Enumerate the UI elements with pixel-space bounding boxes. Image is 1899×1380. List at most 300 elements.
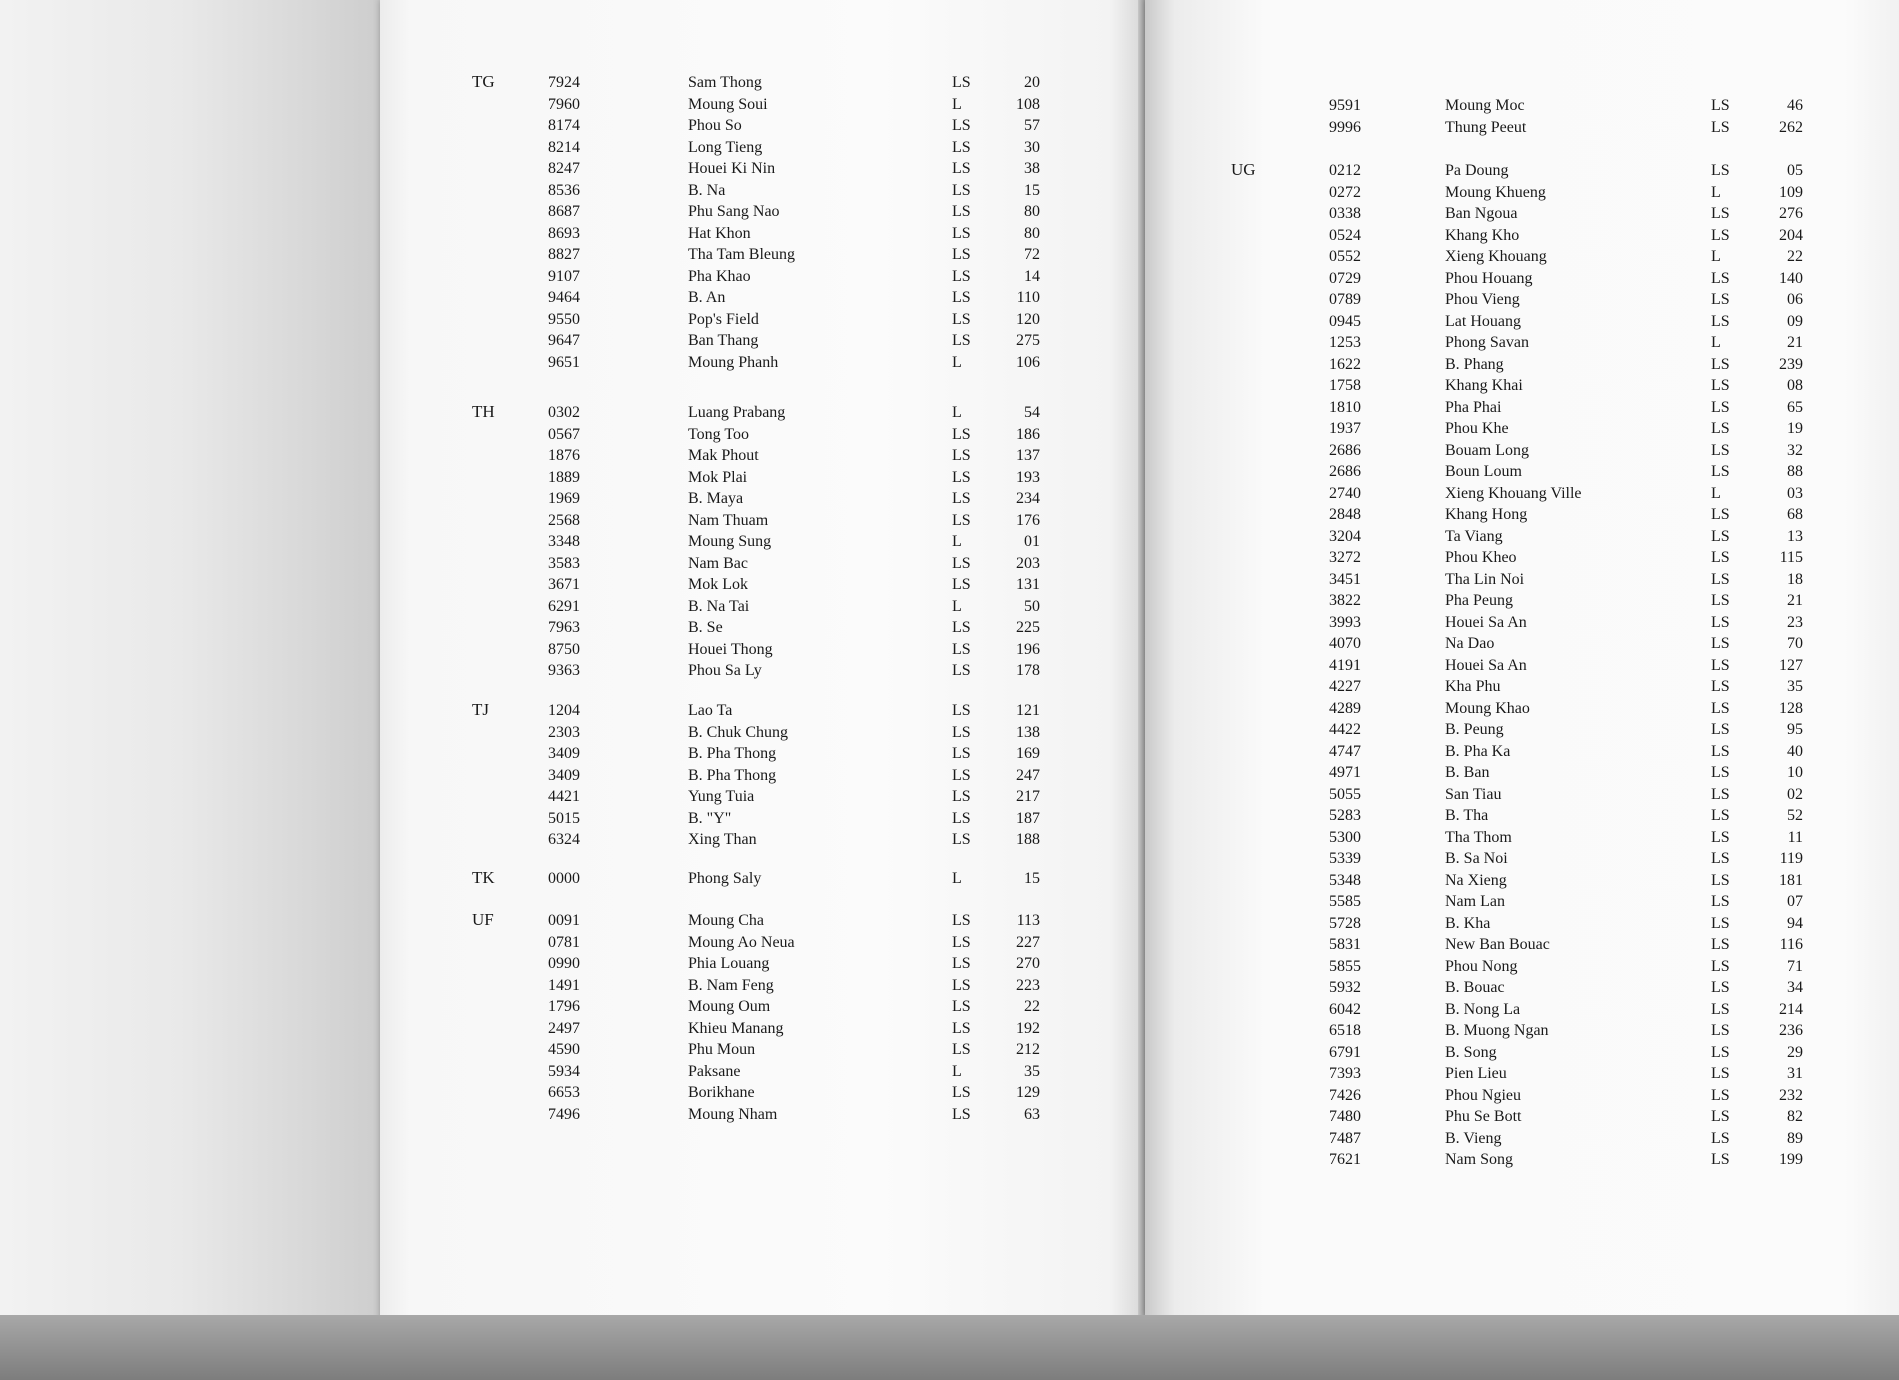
site-type: LS	[1711, 506, 1730, 523]
grid-zone-label: TH	[472, 402, 495, 421]
place-name: Phu Sang Nao	[688, 203, 780, 220]
grid-code: 9591	[1329, 97, 1361, 114]
grid-code: 3204	[1329, 527, 1361, 545]
site-type: LS	[1711, 205, 1730, 222]
place-name: Bouam Long	[1445, 441, 1529, 459]
list-row	[1145, 805, 1899, 827]
grid-code: 3409	[548, 745, 580, 762]
grid-code: 6791	[1329, 1043, 1361, 1061]
site-type: LS	[952, 511, 971, 529]
list-row	[380, 158, 1145, 180]
list-row	[1145, 418, 1899, 440]
grid-code: 9107	[548, 267, 580, 285]
place-name: B. Muong Ngan	[1445, 1022, 1549, 1039]
place-name: Na Dao	[1445, 635, 1495, 652]
place-name: San Tiau	[1445, 785, 1502, 803]
site-type: L	[952, 404, 962, 421]
grid-code: 5932	[1329, 979, 1361, 996]
site-type: L	[952, 533, 962, 550]
site-type: L	[952, 870, 962, 887]
place-name: Mok Plai	[688, 468, 748, 486]
site-type: LS	[952, 1105, 971, 1123]
place-name: Pha Peung	[1445, 592, 1513, 609]
place-name: Moung Oum	[688, 998, 771, 1015]
site-number: 01	[1024, 533, 1040, 550]
site-number: 188	[1016, 831, 1040, 848]
site-number: 40	[1787, 742, 1803, 760]
site-type: LS	[1711, 420, 1730, 437]
site-type: LS	[952, 267, 971, 285]
place-name: B. Tha	[1445, 807, 1489, 824]
site-number: 106	[1016, 353, 1040, 371]
list-row	[1145, 160, 1899, 182]
grid-code: 5055	[1329, 785, 1361, 803]
list-row	[380, 553, 1145, 575]
list-row	[380, 910, 1145, 932]
list-row	[380, 617, 1145, 639]
list-row	[380, 722, 1145, 744]
grid-code: 2568	[548, 511, 580, 529]
site-number: 06	[1787, 291, 1803, 308]
place-name: B. Na	[688, 181, 726, 199]
site-type: LS	[952, 332, 971, 349]
list-row	[380, 287, 1145, 309]
list-row	[1145, 1128, 1899, 1150]
place-name: Na Xieng	[1445, 871, 1507, 889]
site-number: 72	[1024, 246, 1040, 263]
site-type: LS	[1711, 721, 1730, 738]
site-number: 214	[1779, 1000, 1803, 1018]
site-type: LS	[1711, 807, 1730, 824]
grid-code: 0789	[1329, 291, 1361, 308]
site-number: 225	[1016, 619, 1040, 636]
site-number: 275	[1016, 332, 1040, 349]
grid-code: 8174	[548, 117, 580, 134]
grid-code: 5339	[1329, 850, 1361, 867]
list-row	[380, 765, 1145, 787]
site-type: LS	[1711, 1108, 1730, 1125]
list-row	[1145, 117, 1899, 139]
site-number: 82	[1787, 1108, 1803, 1125]
list-row	[380, 402, 1145, 424]
grid-zone-label: TK	[472, 868, 495, 887]
grid-code: 2303	[548, 723, 580, 741]
site-number: 46	[1787, 97, 1803, 114]
list-row	[1145, 354, 1899, 376]
list-row	[1145, 440, 1899, 462]
site-number: 108	[1016, 95, 1040, 113]
grid-code: 7393	[1329, 1065, 1361, 1082]
place-name: Moung Moc	[1445, 97, 1525, 114]
site-type: L	[1711, 183, 1721, 201]
site-type: LS	[952, 181, 971, 199]
grid-code: 1253	[1329, 334, 1361, 351]
place-name: Pha Phai	[1445, 398, 1502, 416]
place-name: Nam Bac	[688, 554, 748, 572]
list-row	[1145, 633, 1899, 655]
site-type: LS	[952, 766, 971, 784]
grid-code: 7621	[1329, 1151, 1361, 1168]
site-number: 52	[1787, 807, 1803, 824]
grid-code: 3671	[548, 576, 580, 593]
grid-code: 5585	[1329, 893, 1361, 910]
site-number: 03	[1787, 484, 1803, 502]
site-type: L	[1711, 484, 1721, 502]
site-number: 199	[1779, 1151, 1803, 1168]
grid-code: 2686	[1329, 463, 1361, 480]
list-row	[1145, 225, 1899, 247]
site-type: L	[1711, 334, 1721, 351]
list-row	[1145, 504, 1899, 526]
grid-code: 4227	[1329, 678, 1361, 695]
place-name: Tha Thom	[1445, 828, 1512, 846]
grid-code: 5348	[1329, 871, 1361, 889]
site-number: 204	[1779, 226, 1803, 244]
list-row	[380, 786, 1145, 808]
place-name: Nam Lan	[1445, 893, 1505, 910]
site-number: 131	[1016, 576, 1040, 593]
site-number: 57	[1024, 117, 1040, 134]
place-name: B. Maya	[688, 490, 744, 507]
place-name: Phou Ngieu	[1445, 1086, 1521, 1104]
site-number: 22	[1024, 998, 1040, 1015]
site-type: LS	[952, 1019, 971, 1037]
site-number: 34	[1787, 979, 1803, 996]
site-type: LS	[1711, 699, 1730, 717]
site-number: 31	[1787, 1065, 1803, 1082]
place-name: B. Peung	[1445, 721, 1504, 738]
site-number: 50	[1024, 597, 1040, 615]
list-row	[380, 488, 1145, 510]
grid-code: 1810	[1329, 398, 1361, 416]
list-row	[1145, 569, 1899, 591]
place-name: Hat Khon	[688, 224, 751, 242]
grid-code: 9996	[1329, 118, 1361, 136]
place-name: B. Nong La	[1445, 1000, 1521, 1018]
grid-code: 0338	[1329, 205, 1361, 222]
site-number: 63	[1024, 1105, 1040, 1123]
site-number: 128	[1779, 699, 1803, 717]
site-type: LS	[1711, 742, 1730, 760]
grid-code: 9647	[548, 332, 580, 349]
place-name: Houei Thong	[688, 640, 773, 658]
grid-code: 4421	[548, 788, 580, 805]
site-number: 234	[1016, 490, 1040, 507]
site-number: 181	[1779, 871, 1803, 889]
list-row	[380, 1039, 1145, 1061]
list-row	[380, 975, 1145, 997]
grid-code: 9651	[548, 353, 580, 371]
place-name: Moung Soui	[688, 95, 768, 113]
list-row	[380, 330, 1145, 352]
list-row	[380, 1082, 1145, 1104]
site-type: LS	[952, 912, 971, 929]
grid-code: 8214	[548, 138, 580, 156]
grid-code: 9550	[548, 310, 580, 328]
site-number: 30	[1024, 138, 1040, 156]
place-name: Phou So	[688, 117, 742, 134]
place-name: B. Nam Feng	[688, 976, 774, 994]
place-name: B. "Y"	[688, 809, 732, 827]
site-number: 113	[1016, 912, 1040, 929]
site-number: 116	[1779, 936, 1803, 953]
site-number: 176	[1016, 511, 1040, 529]
list-row	[1145, 741, 1899, 763]
list-row	[380, 996, 1145, 1018]
site-type: LS	[952, 1041, 971, 1058]
list-row	[380, 953, 1145, 975]
site-number: 05	[1787, 162, 1803, 179]
list-row	[380, 510, 1145, 532]
grid-code: 7963	[548, 619, 580, 636]
list-row	[380, 137, 1145, 159]
place-name: B. Chuk Chung	[688, 723, 789, 741]
site-number: 276	[1779, 205, 1803, 222]
site-number: 88	[1787, 463, 1803, 480]
list-row	[380, 223, 1145, 245]
list-row	[1145, 1085, 1899, 1107]
site-number: 14	[1024, 267, 1040, 285]
site-number: 115	[1779, 549, 1803, 566]
site-number: 169	[1016, 745, 1040, 762]
place-name: B. Pha Thong	[688, 766, 777, 784]
site-number: 223	[1016, 976, 1040, 994]
place-name: Moung Sung	[688, 533, 772, 550]
grid-code: 2848	[1329, 506, 1361, 523]
site-type: LS	[1711, 377, 1730, 394]
grid-code: 7487	[1329, 1129, 1361, 1147]
site-type: LS	[952, 203, 971, 220]
place-name: Phou Sa Ly	[688, 662, 762, 679]
site-number: 127	[1779, 656, 1803, 674]
list-row	[1145, 182, 1899, 204]
site-type: LS	[952, 160, 971, 177]
site-type: LS	[952, 289, 971, 306]
list-row	[1145, 698, 1899, 720]
list-row	[1145, 526, 1899, 548]
site-number: 203	[1016, 554, 1040, 572]
site-type: LS	[952, 74, 971, 91]
grid-code: 3583	[548, 554, 580, 572]
place-name: Lat Houang	[1445, 312, 1521, 330]
place-name: Ban Thang	[688, 332, 759, 349]
site-type: LS	[952, 468, 971, 486]
grid-code: 7426	[1329, 1086, 1361, 1104]
site-number: 21	[1787, 592, 1803, 609]
place-name: Moung Nham	[688, 1105, 778, 1123]
grid-code: 3451	[1329, 570, 1361, 588]
list-row	[380, 115, 1145, 137]
list-row	[1145, 655, 1899, 677]
place-name: New Ban Bouac	[1445, 936, 1550, 953]
place-name: Phia Louang	[688, 955, 770, 972]
grid-code: 4191	[1329, 656, 1361, 674]
site-type: LS	[1711, 764, 1730, 781]
site-type: LS	[1711, 570, 1730, 588]
site-type: LS	[1711, 1022, 1730, 1039]
site-number: 239	[1779, 355, 1803, 373]
place-name: Kha Phu	[1445, 678, 1501, 695]
site-type: LS	[952, 723, 971, 741]
site-type: LS	[1711, 269, 1730, 287]
site-type: L	[952, 95, 962, 113]
place-name: Nam Song	[1445, 1151, 1513, 1168]
place-name: Phou Kheo	[1445, 549, 1517, 566]
place-name: Paksane	[688, 1062, 741, 1080]
grid-code: 0000	[548, 870, 580, 887]
place-name: Ta Viang	[1445, 527, 1503, 545]
grid-zone-label: TG	[472, 72, 495, 91]
site-number: 120	[1016, 310, 1040, 328]
list-row	[1145, 719, 1899, 741]
site-number: 21	[1787, 334, 1803, 351]
grid-code: 2686	[1329, 441, 1361, 459]
site-type: LS	[1711, 785, 1730, 803]
site-type: LS	[952, 955, 971, 972]
list-row	[1145, 397, 1899, 419]
place-name: Xieng Khouang	[1445, 248, 1547, 265]
grid-code: 5015	[548, 809, 580, 827]
list-row	[380, 201, 1145, 223]
site-number: 232	[1779, 1086, 1803, 1104]
site-number: 68	[1787, 506, 1803, 523]
site-type: LS	[952, 576, 971, 593]
site-type: LS	[1711, 355, 1730, 373]
site-type: LS	[1711, 1151, 1730, 1168]
grid-code: 5934	[548, 1062, 580, 1080]
list-row	[1145, 268, 1899, 290]
place-name: Lao Ta	[688, 702, 733, 719]
place-name: B. An	[688, 289, 726, 306]
place-name: Xieng Khouang Ville	[1445, 484, 1582, 502]
grid-code: 4422	[1329, 721, 1361, 738]
site-number: 08	[1787, 377, 1803, 394]
site-number: 137	[1016, 447, 1040, 464]
site-number: 29	[1787, 1043, 1803, 1061]
list-row	[380, 743, 1145, 765]
list-row	[1145, 612, 1899, 634]
grid-code: 2497	[548, 1019, 580, 1037]
grid-code: 1491	[548, 976, 580, 994]
grid-code: 0524	[1329, 226, 1361, 244]
grid-code: 1204	[548, 702, 580, 719]
list-row	[380, 660, 1145, 682]
site-number: 54	[1024, 404, 1040, 421]
site-number: 35	[1024, 1062, 1040, 1080]
list-row	[380, 1061, 1145, 1083]
place-name: Pha Khao	[688, 267, 751, 285]
site-type: LS	[1711, 936, 1730, 953]
site-number: 89	[1787, 1129, 1803, 1147]
grid-code: 8693	[548, 224, 580, 242]
site-number: 18	[1787, 570, 1803, 588]
grid-code: 4070	[1329, 635, 1361, 652]
place-name: Phou Khe	[1445, 420, 1509, 437]
site-type: L	[952, 1062, 962, 1080]
grid-code: 8750	[548, 640, 580, 658]
site-number: 80	[1024, 203, 1040, 220]
place-name: Borikhane	[688, 1084, 755, 1101]
right-page	[1145, 0, 1899, 1315]
grid-code: 0302	[548, 404, 580, 421]
site-type: LS	[1711, 828, 1730, 846]
place-name: B. Ban	[1445, 764, 1490, 781]
site-number: 186	[1016, 425, 1040, 443]
grid-code: 0567	[548, 425, 580, 443]
grid-code: 5728	[1329, 914, 1361, 932]
site-type: LS	[1711, 893, 1730, 910]
grid-code: 8247	[548, 160, 580, 177]
list-row	[1145, 289, 1899, 311]
list-row	[380, 700, 1145, 722]
place-name: B. Se	[688, 619, 723, 636]
grid-code: 6291	[548, 597, 580, 615]
list-row	[1145, 891, 1899, 913]
place-name: Khang Hong	[1445, 506, 1528, 523]
site-number: 140	[1779, 269, 1803, 287]
grid-code: 4747	[1329, 742, 1361, 760]
place-name: Khang Khai	[1445, 377, 1523, 394]
grid-code: 3409	[548, 766, 580, 784]
site-type: LS	[1711, 463, 1730, 480]
grid-code: 7924	[548, 74, 580, 91]
site-type: L	[952, 597, 962, 615]
site-number: 262	[1779, 118, 1803, 136]
site-number: 236	[1779, 1022, 1803, 1039]
site-number: 94	[1787, 914, 1803, 932]
place-name: Moung Cha	[688, 912, 764, 929]
place-name: Moung Khao	[1445, 699, 1530, 717]
place-name: B. Phang	[1445, 355, 1504, 373]
place-name: Phou Vieng	[1445, 291, 1520, 308]
site-type: LS	[1711, 162, 1730, 179]
place-name: Boun Loum	[1445, 463, 1522, 480]
site-type: LS	[1711, 592, 1730, 609]
grid-code: 5283	[1329, 807, 1361, 824]
site-type: LS	[1711, 678, 1730, 695]
place-name: Moung Khueng	[1445, 183, 1546, 201]
list-row	[1145, 1149, 1899, 1171]
place-name: B. Na Tai	[688, 597, 750, 615]
place-name: B. Song	[1445, 1043, 1497, 1061]
grid-code: 6042	[1329, 1000, 1361, 1018]
list-row	[1145, 1106, 1899, 1128]
site-type: LS	[952, 310, 971, 328]
list-row	[1145, 956, 1899, 978]
site-number: 95	[1787, 721, 1803, 738]
place-name: Phu Moun	[688, 1041, 756, 1058]
grid-code: 1876	[548, 447, 580, 464]
site-number: 71	[1787, 957, 1803, 975]
grid-code: 8827	[548, 246, 580, 263]
site-type: LS	[1711, 118, 1730, 136]
site-type: LS	[952, 640, 971, 658]
site-type: LS	[952, 224, 971, 242]
grid-code: 0990	[548, 955, 580, 972]
site-type: LS	[1711, 97, 1730, 114]
place-name: Tong Too	[688, 425, 750, 443]
list-row	[1145, 762, 1899, 784]
grid-code: 3993	[1329, 613, 1361, 631]
site-type: L	[952, 353, 962, 371]
site-number: 35	[1787, 678, 1803, 695]
grid-code: 7496	[548, 1105, 580, 1123]
place-name: B. Pha Thong	[688, 745, 777, 762]
list-row	[380, 1018, 1145, 1040]
grid-code: 8536	[548, 181, 580, 199]
site-type: LS	[952, 702, 971, 719]
list-row	[380, 244, 1145, 266]
